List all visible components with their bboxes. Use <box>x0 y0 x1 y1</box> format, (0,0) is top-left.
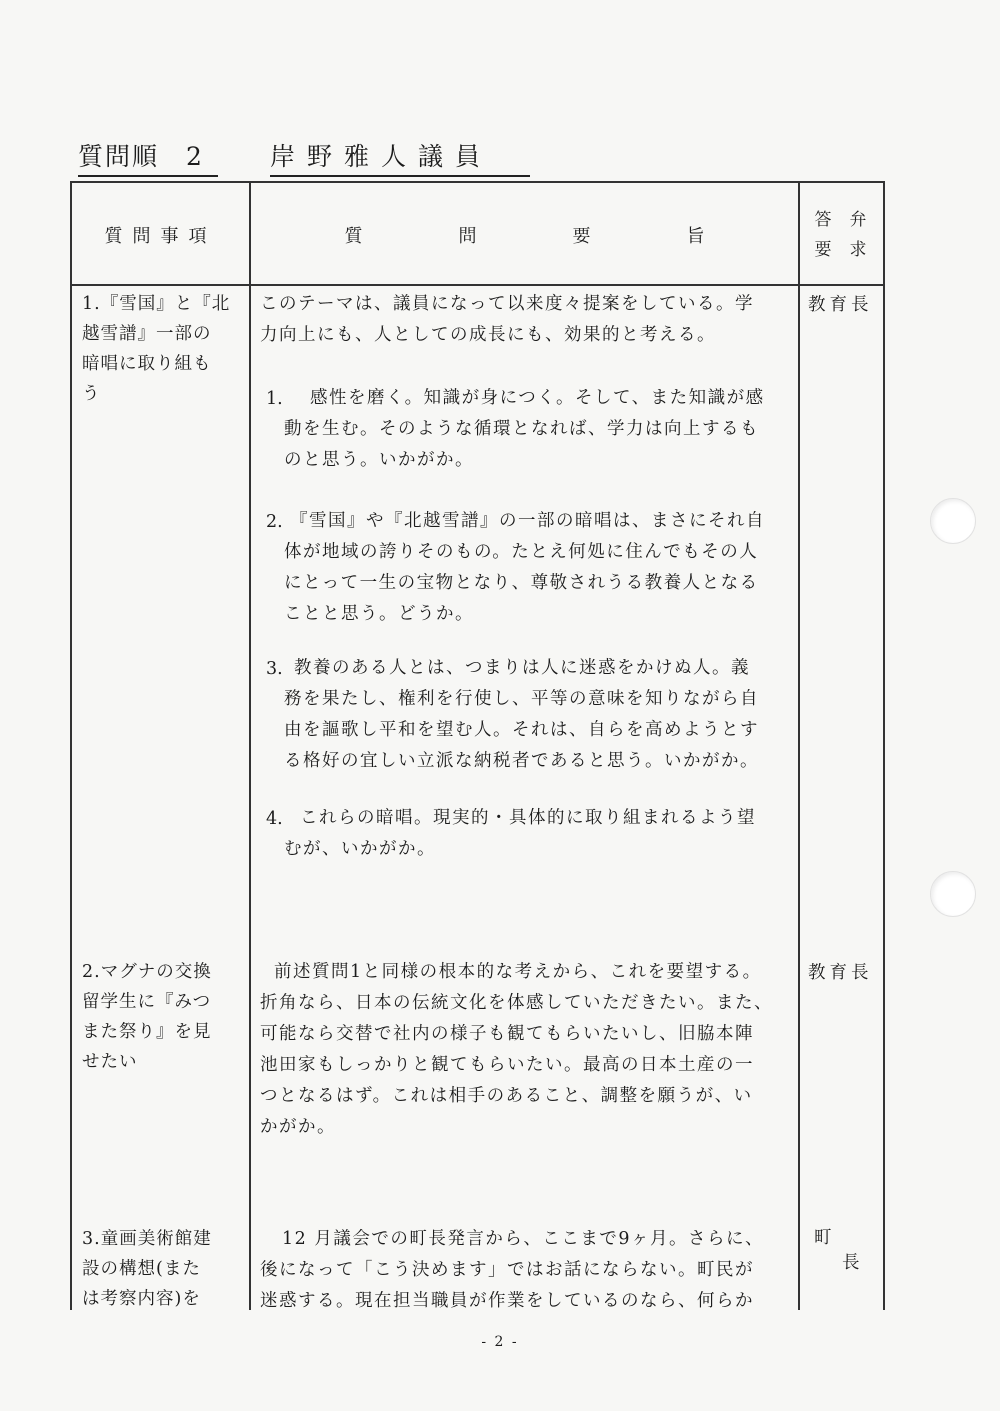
text-line: 後になって「こう決めます」ではお話にならない。町民が <box>260 1260 754 1280</box>
text-line: にとって一生の宝物となり、尊敬されうる教養人となる <box>284 573 759 593</box>
question-item-3-title <box>82 1224 250 1314</box>
header-gist-char: 要 <box>572 225 591 247</box>
header-gist-char: 質 <box>344 225 363 247</box>
title-line: 暗唱に取り組も <box>82 354 212 374</box>
text-line: 前述質問1と同様の根本的な考えから、これを要望する。 <box>274 962 762 982</box>
text-line: 動を生む。そのような循環となれば、学力は向上するも <box>284 419 759 439</box>
title-line: 1.『雪国』と『北 <box>82 294 231 314</box>
question-1-point-1 <box>284 383 804 476</box>
title-line: 留学生に『みつ <box>82 992 212 1012</box>
header-gist-char: 旨 <box>686 225 705 247</box>
answerer-char: 町 <box>814 1228 832 1248</box>
question-item-2-title <box>82 957 250 1077</box>
text-line: 体が地域の誇りそのもの。たとえ何処に住んでもその人 <box>284 542 759 562</box>
text-line: のと思う。いかがか。 <box>284 450 474 470</box>
header-request-line: 答弁 <box>814 209 885 230</box>
point-number: 2. <box>266 512 283 532</box>
punch-hole <box>930 871 976 917</box>
text-line: 由を謳歌し平和を望む人。それは、自らを高めようとす <box>284 720 759 740</box>
title-line: は考察内容)を <box>82 1289 201 1309</box>
question-order: 質問順 2 <box>78 137 218 177</box>
question-1-point-3 <box>284 653 804 777</box>
text-line: 可能なら交替で社内の様子も観てもらいたいし、旧脇本陣 <box>260 1024 754 1044</box>
question-item-1-title <box>82 289 250 409</box>
document-heading <box>78 137 678 173</box>
question-2-body <box>260 957 800 1143</box>
header-request-line: 要求 <box>814 239 885 260</box>
text-line: る格好の宜しい立派な納税者であると思う。いかがか。 <box>284 751 759 771</box>
text-line: 12 月議会での町長発言から、ここまで9ヶ月。さらに、 <box>282 1229 764 1249</box>
text-line: 池田家もしっかりと観てもらいたい。最高の日本土産の一 <box>260 1055 754 1075</box>
title-line: 3.童画美術館建 <box>82 1229 212 1249</box>
text-line: 折角なら、日本の伝統文化を体感していただきたい。また、 <box>260 993 773 1013</box>
question-table <box>70 181 885 1310</box>
header-question-gist <box>251 183 798 286</box>
text-line: かがか。 <box>260 1117 336 1137</box>
text-line: 感性を磨く。知識が身につく。そして、また知識が感 <box>310 388 765 408</box>
question-1-answerer: 教育長 <box>808 295 873 315</box>
question-1-point-2 <box>284 506 804 630</box>
text-line: 迷惑する。現在担当職員が作業をしているのなら、何らか <box>260 1291 754 1311</box>
title-line: せたい <box>82 1052 138 1072</box>
title-line: 設の構想(また <box>82 1259 201 1279</box>
point-number: 1. <box>266 389 283 409</box>
question-1-point-4 <box>284 803 804 865</box>
page-number: - 2 - <box>481 1334 519 1350</box>
text-line: 力向上にも、人としての成長にも、効果的と考える。 <box>260 325 716 345</box>
punch-hole <box>930 498 976 544</box>
header-question-items: 質問事項 <box>104 225 217 247</box>
question-2-answerer: 教育長 <box>808 963 873 983</box>
text-line: これらの暗唱。現実的・具体的に取り組まれるよう望 <box>300 808 756 828</box>
title-line: う <box>82 384 101 404</box>
question-1-intro <box>260 289 800 351</box>
header-gist-char: 問 <box>458 225 477 247</box>
text-line: ことと思う。どうか。 <box>284 604 474 624</box>
member-name: 岸野雅人議員 <box>270 137 530 177</box>
text-line: このテーマは、議員になって以来度々提案をしている。学 <box>260 294 754 314</box>
header-answer-request <box>800 183 885 286</box>
text-line: 教養のある人とは、つまりは人に迷惑をかけぬ人。義 <box>294 658 750 678</box>
title-line: また祭り』を見 <box>82 1022 212 1042</box>
title-line: 越雪譜』一部の <box>82 324 212 344</box>
point-number: 3. <box>266 659 283 679</box>
text-line: つとなるはず。これは相手のあること、調整を願うが、い <box>260 1086 753 1106</box>
question-3-answerer <box>808 1224 884 1274</box>
answerer-char: 長 <box>842 1253 860 1273</box>
point-number: 4. <box>266 809 283 829</box>
question-3-body <box>260 1224 800 1317</box>
text-line: 『雪国』や『北越雪譜』の一部の暗唱は、まさにそれ自 <box>290 511 765 531</box>
title-line: 2.マグナの交換 <box>82 962 212 982</box>
text-line: 務を果たし、権利を行使し、平等の意味を知りながら自 <box>284 689 759 709</box>
text-line: むが、いかがか。 <box>284 839 436 859</box>
